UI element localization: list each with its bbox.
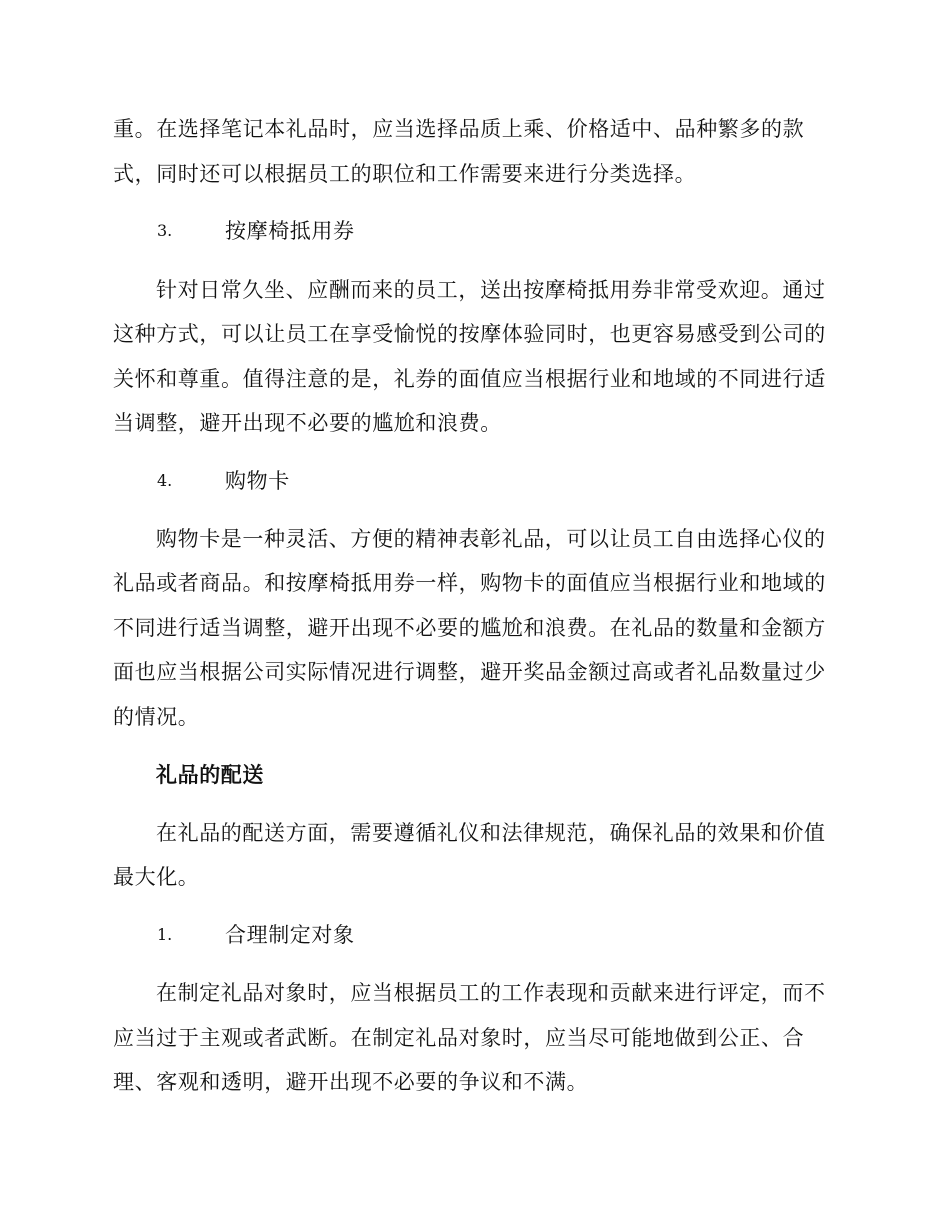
paragraph-line: 礼品或者商品。和按摩椅抵用券一样，购物卡的面值应当根据行业和地域的 [113, 571, 826, 595]
section-heading: 礼品的配送 [156, 763, 264, 787]
paragraph-line: 针对日常久坐、应酬而来的员工，送出按摩椅抵用券非常受欢迎。通过 [156, 278, 826, 302]
paragraph-line: 关怀和尊重。值得注意的是，礼券的面值应当根据行业和地域的不同进行适 [113, 367, 826, 391]
paragraph-line: 在礼品的配送方面，需要遵循礼仪和法律规范，确保礼品的效果和价值 [156, 821, 826, 845]
list-item-title: 购物卡 [225, 469, 290, 493]
list-number: 1. [157, 925, 173, 944]
list-item-title: 按摩椅抵用券 [225, 219, 355, 243]
list-number: 4. [157, 471, 173, 490]
paragraph-line: 面也应当根据公司实际情况进行调整，避开奖品金额过高或者礼品数量过少 [113, 660, 826, 684]
paragraph-line: 购物卡是一种灵活、方便的精神表彰礼品，可以让员工自由选择心仪的 [156, 527, 826, 551]
list-number: 3. [157, 221, 173, 240]
paragraph-line: 当调整，避开出现不必要的尴尬和浪费。 [113, 411, 502, 435]
paragraph-line: 这种方式，可以让员工在享受愉悦的按摩体验同时，也更容易感受到公司的 [113, 322, 826, 346]
paragraph-line: 应当过于主观或者武断。在制定礼品对象时，应当尽可能地做到公正、合 [113, 1026, 805, 1050]
paragraph-line: 重。在选择笔记本礼品时，应当选择品质上乘、价格适中、品种繁多的款 [113, 117, 805, 141]
list-item-title: 合理制定对象 [225, 923, 355, 947]
paragraph-line: 不同进行适当调整，避开出现不必要的尴尬和浪费。在礼品的数量和金额方 [113, 616, 826, 640]
paragraph-line: 理、客观和透明，避开出现不必要的争议和不满。 [113, 1070, 589, 1094]
paragraph-line: 式，同时还可以根据员工的职位和工作需要来进行分类选择。 [113, 162, 697, 186]
paragraph-line: 最大化。 [113, 865, 200, 889]
paragraph-line: 在制定礼品对象时，应当根据员工的工作表现和贡献来进行评定，而不 [156, 981, 826, 1005]
paragraph-line: 的情况。 [113, 705, 200, 729]
